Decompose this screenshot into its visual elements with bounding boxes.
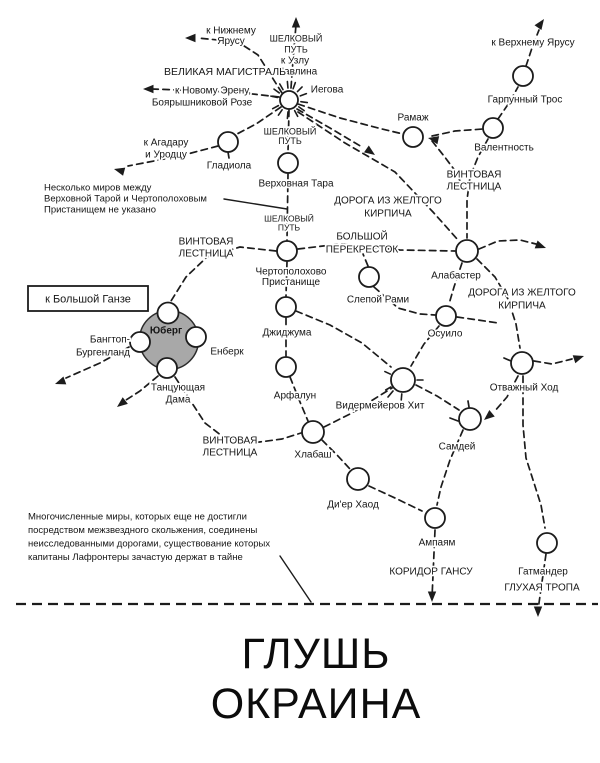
sun-ray: [287, 82, 288, 88]
sun-ray: [301, 102, 307, 103]
map-label: Арфалун: [273, 390, 317, 402]
route-arrow: [292, 17, 300, 28]
map-label: Рамаж: [397, 112, 429, 124]
map-label: к Узлу: [280, 55, 310, 67]
map-label: ШЕЛКОВЫЙ ПУТЬ: [264, 213, 314, 233]
map-label: БОЛЬШОЙ ПЕРЕКРЕСТОК: [325, 231, 399, 256]
route-edge: [363, 254, 368, 266]
route-edge: [534, 359, 572, 364]
region-title-line2: ОКРАИНА: [210, 680, 422, 728]
map-label: Слепой Рами: [346, 294, 410, 306]
route-arrow: [481, 410, 494, 423]
route-edge: [449, 263, 462, 304]
map-label: Павлина: [276, 66, 318, 78]
route-tick: [468, 401, 469, 407]
map-label: Ампаям: [418, 537, 456, 549]
map-label: Гарпунный Трос: [487, 94, 563, 106]
route-edge: [457, 317, 498, 323]
map-label: Хлабаш: [294, 449, 332, 461]
map-node-chertopolohovo-pristanishche: [277, 241, 297, 261]
map-label: ВИНТОВАЯ ЛЕСТНИЦА: [202, 435, 258, 459]
route-edge: [432, 129, 483, 136]
annotation-pointer-line: [280, 556, 311, 602]
map-label: ШЕЛКОВЫЙ ПУТЬ: [263, 126, 317, 146]
map-label: к Агадару и Уродцу: [143, 137, 189, 161]
sun-ray: [385, 372, 390, 375]
map-label: Енберк: [210, 346, 244, 358]
route-edge: [523, 376, 545, 528]
map-label: Осуило: [427, 328, 463, 340]
map-label: Гладиола: [206, 160, 252, 172]
route-arrow: [364, 146, 377, 159]
route-arrow: [534, 607, 542, 618]
map-label: ГЛУХАЯ ТРОПА: [504, 582, 580, 594]
map-node-ampayam: [425, 508, 445, 528]
map-label: ШЕЛКОВЫЙ ПУТЬ: [269, 33, 323, 55]
route-arrow: [535, 240, 548, 251]
hansa-box-label: к Большой Ганзе: [45, 293, 131, 306]
map-label: Бангтоп-Бургенланд: [75, 334, 130, 359]
map-node-ramazh: [403, 127, 423, 147]
map-label: Верховная Тара: [258, 178, 334, 190]
map-label: ДОРОГА ИЗ ЖЕЛТОГО КИРПИЧА: [468, 287, 576, 312]
sun-ray: [278, 110, 282, 115]
sun-ray: [300, 94, 306, 96]
map-node-bangtop-burgenland: [130, 332, 150, 352]
map-label: Иегова: [310, 84, 344, 96]
map-label: Валентность: [474, 142, 534, 154]
route-edge: [296, 311, 391, 367]
map-label: Гатмандер: [518, 566, 568, 578]
map-label: ВИНТОВАЯ ЛЕСТНИЦА: [178, 236, 234, 260]
map-label: Джиджума: [262, 327, 312, 339]
route-edge: [494, 376, 518, 412]
yuberg-cluster-label: Юберг: [149, 325, 183, 337]
route-arrow: [113, 165, 125, 176]
sun-ray: [401, 394, 402, 400]
map-label: Самдей: [438, 441, 476, 453]
map-node-garpunny-tros: [513, 66, 533, 86]
route-arrow: [573, 352, 586, 363]
map-label: ВИНТОВАЯ ЛЕСТНИЦА: [446, 169, 502, 193]
map-node-gladiola: [218, 132, 238, 152]
route-arrow: [185, 34, 196, 42]
route-tick: [450, 418, 458, 421]
route-arrow: [535, 17, 548, 30]
map-label: КОРИДОР ГАНСУ: [389, 566, 473, 578]
map-node-dier-haod: [347, 468, 369, 490]
route-arrow: [143, 85, 154, 93]
map-label: Танцующая Дама: [150, 382, 206, 406]
map-node-khlabash: [302, 421, 324, 443]
map-label: Чертополохово Пристанище: [255, 266, 327, 289]
sun-ray: [287, 112, 288, 118]
sun-ray: [295, 111, 298, 117]
map-node-arfalun: [276, 357, 296, 377]
map-node-valentnost: [483, 118, 503, 138]
map-node-iegova: [280, 91, 298, 109]
route-tick: [388, 391, 393, 397]
map-node-otvazhny-hod: [511, 352, 533, 374]
route-arrow: [428, 592, 436, 603]
map-node-tantsuyushchaya-dama: [157, 358, 177, 378]
map-label: к Верхнему Ярусу: [491, 37, 575, 49]
sun-ray: [297, 87, 302, 92]
route-edge: [298, 112, 458, 240]
map-node-dzhidzhuma: [276, 297, 296, 317]
route-tick: [504, 358, 511, 361]
route-tick: [228, 152, 229, 158]
map-label: Несколько миров между Верховной Тарой и Чертополоховым Пристанищем не указано: [44, 182, 207, 216]
map-node-yuberg-north: [158, 303, 179, 324]
region-title: [211, 629, 422, 729]
sun-ray: [293, 83, 295, 89]
map-node-gatmander: [537, 533, 557, 553]
map-label: к Новому Эрену,: [174, 85, 252, 97]
map-label: Отважный Ход: [489, 382, 559, 394]
map-node-alabaster: [456, 240, 478, 262]
annotation-pointer-line: [224, 199, 287, 209]
sun-ray: [273, 106, 279, 109]
map-label: к Нижнему Ярусу: [206, 25, 256, 48]
map-node-samdey: [459, 408, 481, 430]
map-label: Ди'ер Хаод: [327, 499, 379, 511]
map-label: Многочисленные миры, которых еще не достигли посредством межзвездного скольжения, соединены неисследованными дорогами, существование которых капитаны Лафронтеры зачастую держат в тайне: [28, 511, 271, 564]
route-edge: [479, 240, 536, 249]
map-label: ДОРОГА ИЗ ЖЕЛТОГО КИРПИЧА: [334, 195, 442, 220]
map-node-enberk: [186, 327, 206, 347]
map-node-osuilo: [436, 306, 456, 326]
map-label: Алабастер: [431, 270, 481, 282]
map-node-vidermeyerov-hit: [391, 368, 415, 392]
region-title-line1: ГЛУШЬ: [241, 630, 391, 678]
map-label: Видермейеров Хит: [335, 400, 425, 412]
route-arrow: [54, 376, 67, 387]
map-label: ВЕЛИКАЯ МАГИСТРАЛЬ: [163, 65, 287, 78]
map-node-slepoy-rami: [359, 267, 379, 287]
sun-ray: [274, 89, 279, 93]
map-node-verhovnaya-tara: [278, 153, 298, 173]
map-label: Боярышниковой Розе: [151, 97, 253, 109]
